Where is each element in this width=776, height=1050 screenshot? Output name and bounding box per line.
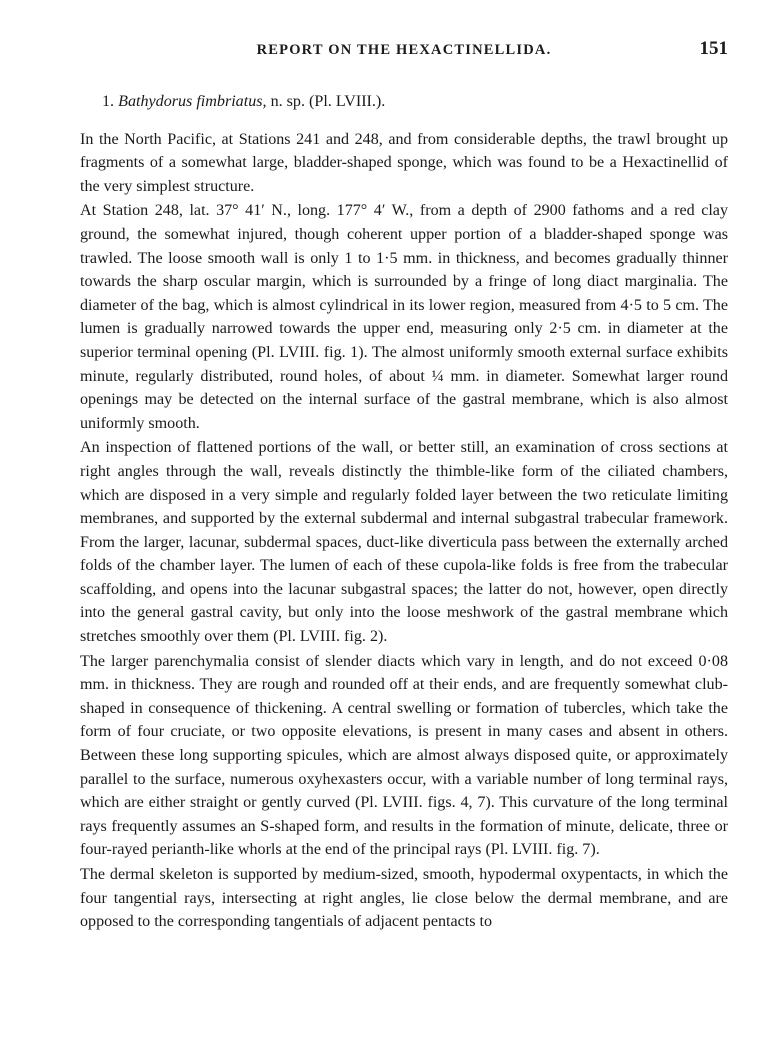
paragraph: In the North Pacific, at Stations 241 and 248, and from considerable depths, the trawl brought up fragments of a somewhat large, bladder-shaped sponge, which was found to be a Hexactinellid of the very simplest structure. <box>80 130 728 195</box>
species-name: Bathydorus fimbriatus, <box>118 93 267 110</box>
paragraph: The dermal skeleton is supported by medium-sized, smooth, hypodermal oxypentacts, in which the four tangential rays, intersecting at right angles, lie close below the dermal membrane, and are opposed to the corresponding tangentials of adjacent pentacts to <box>80 866 728 931</box>
body-text <box>80 90 728 934</box>
paragraph: At Station 248, lat. 37° 41′ N., long. 177° 4′ W., from a depth of 2900 fathoms and a red clay ground, the somewhat injured, though coherent upper portion of a bladder-shaped sponge was trawled. The loose smooth wall is only 1 to 1·5 mm. in thickness, and becomes gradually thinner towards the sharp oscular margin, which is surrounded by a fringe of long diact marginalia. The diameter of the bag, which is almost cylindrical in its lower region, measured from 4·5 to 5 cm. The lumen is gradually narrowed towards the upper end, measuring only 2·5 cm. in diameter at the superior terminal opening (Pl. LVIII. fig. 1). The almost uniformly smooth external surface exhibits minute, regularly distributed, round holes, of about ¼ mm. in diameter. Somewhat larger round openings may be detected on the internal surface of the gastral membrane, which is also almost uniformly smooth. <box>80 202 728 432</box>
running-title: REPORT ON THE HEXACTINELLIDA. <box>256 42 552 58</box>
species-heading <box>102 90 728 114</box>
paragraph: An inspection of flattened portions of the wall, or better still, an examination of cross sections at right angles through the wall, reveals distinctly the thimble-like form of the ciliated chambers, which are disposed in a very simple and regularly folded layer between the two reticulate limiting membranes, and supported by the external subdermal and internal subgastral trabecular framework. From the larger, lacunar, subdermal spaces, duct-like diverticula pass between the externally arched folds of the chamber layer. The lumen of each of these cupola-like folds is free from the trabecular scaffolding, and opens into the lacunar subgastral spaces; the latter do not, however, open directly into the general gastral cavity, but only into the loose meshwork of the gastral membrane which stretches smoothly over them (Pl. LVIII. fig. 2). <box>80 439 728 646</box>
species-designation: n. sp. (Pl. LVIII.). <box>270 93 386 110</box>
page-number: 151 <box>699 38 728 59</box>
species-number: 1. <box>102 93 115 110</box>
paragraph: The larger parenchymalia consist of slender diacts which vary in length, and do not exceed 0·08 mm. in thickness. They are rough and rounded off at their ends, and are frequently somewhat club-shaped in consequence of thickening. A central swelling or formation of tubercles, which take the form of four cruciate, or two opposite elevations, is present in many cases and absent in others. Between these long supporting spicules, which are almost always disposed quite, or approximately parallel to the surface, numerous oxyhexasters occur, with a variable number of long terminal rays, which are either straight or gently curved (Pl. LVIII. figs. 4, 7). This curvature of the long terminal rays frequently assumes an S-shaped form, and results in the formation of minute, delicate, three or four-rayed perianth-like whorls at the end of the principal rays (Pl. LVIII. fig. 7). <box>80 652 728 859</box>
running-header <box>80 38 728 66</box>
